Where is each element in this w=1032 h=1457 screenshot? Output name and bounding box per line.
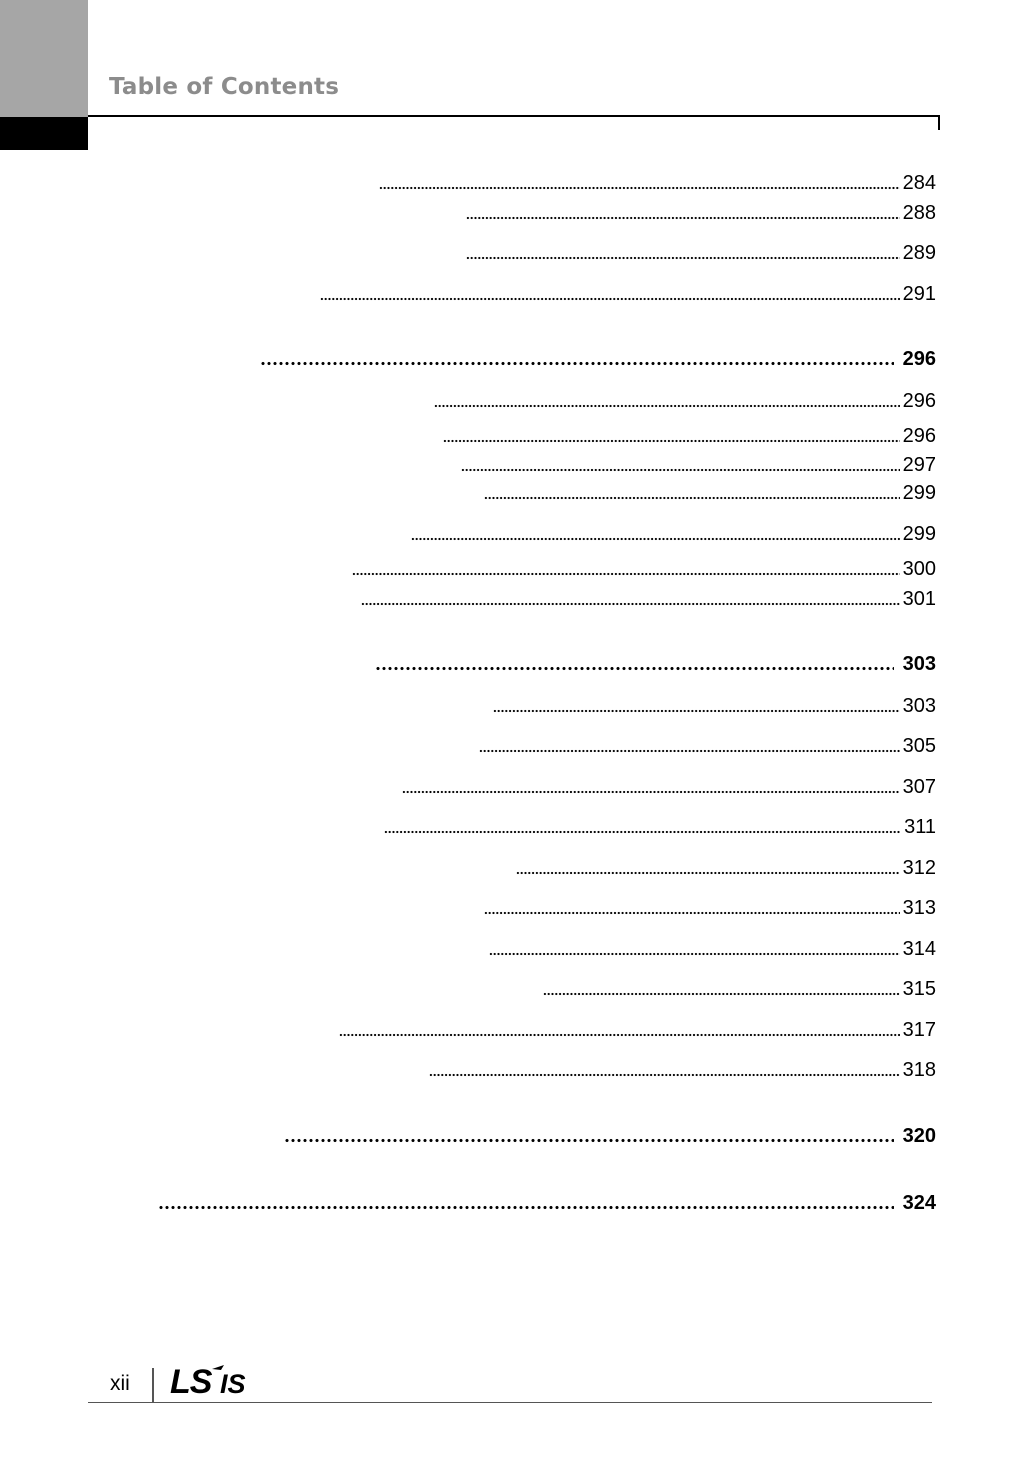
- toc-section-row[interactable]: [484, 482, 936, 504]
- toc-section-row[interactable]: [384, 816, 936, 838]
- toc-section-row[interactable]: [461, 454, 936, 476]
- dot-leader: [402, 786, 900, 794]
- dot-leader: [466, 252, 900, 260]
- dot-leader: [284, 1135, 894, 1143]
- toc-page-number: 299: [902, 523, 936, 545]
- toc-page-number: 303: [902, 695, 936, 717]
- toc-section-row[interactable]: [479, 735, 936, 757]
- toc-page-number: 289: [902, 242, 936, 264]
- toc-section-row[interactable]: [516, 857, 936, 879]
- dot-leader: [429, 1069, 900, 1077]
- lsis-logo: [168, 1360, 258, 1400]
- dot-leader: [461, 464, 900, 472]
- footer-divider: [152, 1368, 154, 1402]
- toc-page-number: 299: [902, 482, 936, 504]
- footer-page-number: xii: [110, 1372, 130, 1395]
- svg-text:LS: LS: [170, 1363, 212, 1400]
- toc-chapter-row[interactable]: [158, 1192, 936, 1214]
- toc-page-number: 301: [902, 588, 936, 610]
- toc-page-number: 303: [902, 653, 936, 675]
- toc-page-number: 312: [902, 857, 936, 879]
- toc-section-row[interactable]: [379, 172, 936, 194]
- dot-leader: [158, 1202, 894, 1210]
- toc-page-number: 313: [902, 897, 936, 919]
- toc-page-number: 320: [902, 1125, 936, 1147]
- toc-page-number: 318: [902, 1059, 936, 1081]
- svg-text:IS: IS: [220, 1369, 246, 1399]
- toc-page-number: 297: [902, 454, 936, 476]
- dot-leader: [489, 948, 900, 956]
- dot-leader: [484, 907, 900, 915]
- dot-leader: [493, 705, 900, 713]
- toc-section-row[interactable]: [493, 695, 936, 717]
- dot-leader: [479, 745, 900, 753]
- toc-section-row[interactable]: [543, 978, 936, 1000]
- dot-leader: [443, 435, 900, 443]
- toc-section-row[interactable]: [466, 202, 936, 224]
- toc-section-row[interactable]: [429, 1059, 936, 1081]
- toc-section-row[interactable]: [484, 897, 936, 919]
- toc-page-number: 300: [902, 558, 936, 580]
- dot-leader: [543, 988, 900, 996]
- dot-leader: [379, 182, 900, 190]
- toc-page-number: 324: [902, 1192, 936, 1214]
- toc-page-number: 311: [904, 816, 936, 838]
- dot-leader: [320, 293, 900, 301]
- toc-chapter-row[interactable]: [260, 348, 936, 370]
- dot-leader: [260, 358, 894, 366]
- toc-page-number: 317: [902, 1019, 936, 1041]
- toc-chapter-row[interactable]: [375, 653, 936, 675]
- dot-leader: [434, 400, 900, 408]
- toc-section-row[interactable]: [402, 776, 936, 798]
- header-tab-gray-block: [0, 0, 88, 117]
- toc-page-number: 296: [902, 348, 936, 370]
- toc-page-number: 284: [902, 172, 936, 194]
- dot-leader: [375, 663, 894, 671]
- toc-section-row[interactable]: [361, 588, 936, 610]
- toc-section-row[interactable]: [411, 523, 936, 545]
- header-tab-black-block: [0, 117, 88, 150]
- dot-leader: [411, 533, 900, 541]
- footer-rule: [88, 1402, 932, 1403]
- toc-section-row[interactable]: [434, 390, 936, 412]
- toc-page-number: 307: [902, 776, 936, 798]
- dot-leader: [339, 1029, 900, 1037]
- toc-page-number: 314: [902, 938, 936, 960]
- toc-section-row[interactable]: [339, 1019, 936, 1041]
- toc-page-number: 296: [902, 425, 936, 447]
- toc-page-number: 291: [902, 283, 936, 305]
- header-rule: [88, 115, 940, 117]
- dot-leader: [466, 212, 900, 220]
- toc-page-number: 296: [902, 390, 936, 412]
- dot-leader: [352, 568, 900, 576]
- toc-section-row[interactable]: [489, 938, 936, 960]
- toc-section-row[interactable]: [320, 283, 936, 305]
- toc-section-row[interactable]: [443, 425, 936, 447]
- dot-leader: [484, 492, 900, 500]
- toc-section-row[interactable]: [466, 242, 936, 264]
- dot-leader: [384, 826, 900, 834]
- toc-section-row[interactable]: [352, 558, 936, 580]
- header-rule-end-tick: [938, 115, 940, 130]
- page-title: Table of Contents: [109, 74, 340, 100]
- dot-leader: [361, 598, 900, 606]
- toc-page-number: 288: [902, 202, 936, 224]
- dot-leader: [516, 867, 900, 875]
- toc-page-number: 315: [902, 978, 936, 1000]
- toc-chapter-row[interactable]: [284, 1125, 936, 1147]
- toc-page-number: 305: [902, 735, 936, 757]
